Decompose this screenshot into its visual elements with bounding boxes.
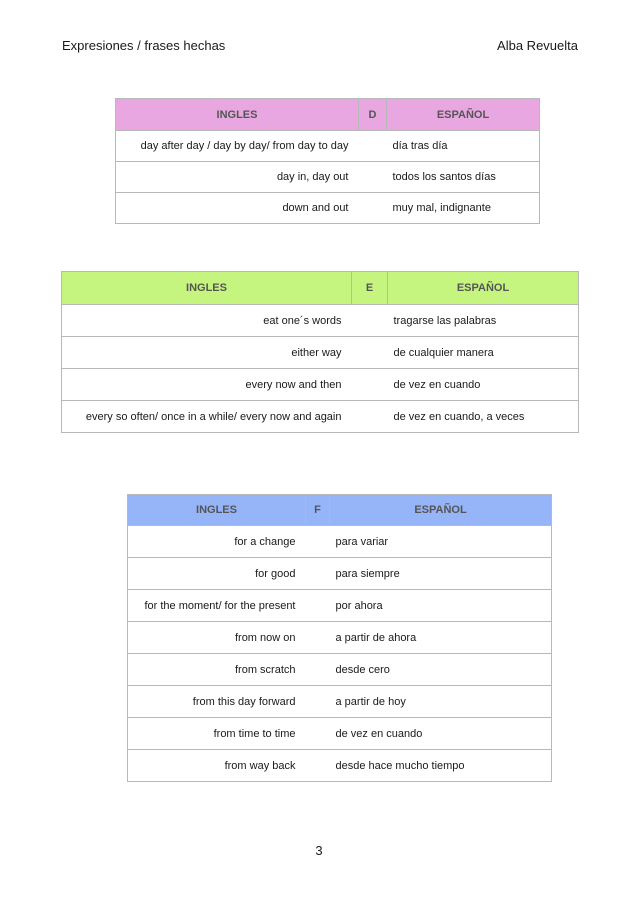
- table-row: [128, 590, 552, 622]
- spanish-translation: de vez en cuando: [388, 369, 579, 401]
- spanish-translation: a partir de ahora: [330, 622, 552, 654]
- glossary-table-f: [127, 494, 552, 782]
- spanish-translation: a partir de hoy: [330, 686, 552, 718]
- spanish-translation: por ahora: [330, 590, 552, 622]
- english-phrase: from scratch: [128, 654, 306, 686]
- table-header-row: [116, 99, 540, 131]
- table-row: [128, 622, 552, 654]
- spanish-translation: día tras día: [387, 131, 540, 162]
- table-row: [128, 718, 552, 750]
- spanish-translation: de vez en cuando, a veces: [388, 401, 579, 433]
- english-phrase: eat one´s words: [62, 305, 352, 337]
- column-header-spanish: ESPAÑOL: [387, 99, 540, 131]
- english-phrase: down and out: [116, 193, 359, 224]
- english-phrase: day after day / day by day/ from day to day: [116, 131, 359, 162]
- english-phrase: from this day forward: [128, 686, 306, 718]
- document-header-title: Expresiones / frases hechas: [62, 38, 226, 53]
- table-row: [128, 558, 552, 590]
- document-header-author: Alba Revuelta: [497, 38, 578, 53]
- spanish-translation: de vez en cuando: [330, 718, 552, 750]
- section-letter: F: [306, 495, 330, 526]
- page-number: 3: [315, 843, 323, 858]
- english-phrase: day in, day out: [116, 162, 359, 193]
- glossary-table-e: [61, 271, 579, 433]
- table-row: [128, 686, 552, 718]
- spanish-translation: de cualquier manera: [388, 337, 579, 369]
- english-phrase: from way back: [128, 750, 306, 782]
- table-header-row: [62, 272, 579, 305]
- english-phrase: either way: [62, 337, 352, 369]
- english-phrase: every now and then: [62, 369, 352, 401]
- english-phrase: for a change: [128, 526, 306, 558]
- english-phrase: for good: [128, 558, 306, 590]
- table-header-row: [128, 495, 552, 526]
- column-header-english: INGLES: [116, 99, 359, 131]
- column-header-english: INGLES: [62, 272, 352, 305]
- spanish-translation: para siempre: [330, 558, 552, 590]
- spanish-translation: muy mal, indignante: [387, 193, 540, 224]
- table-row: [116, 193, 540, 224]
- english-phrase: from now on: [128, 622, 306, 654]
- table-row: [116, 131, 540, 162]
- spanish-translation: desde hace mucho tiempo: [330, 750, 552, 782]
- spanish-translation: desde cero: [330, 654, 552, 686]
- spanish-translation: para variar: [330, 526, 552, 558]
- english-phrase: from time to time: [128, 718, 306, 750]
- english-phrase: every so often/ once in a while/ every now and again: [62, 401, 352, 433]
- table-row: [128, 526, 552, 558]
- table-row: [62, 369, 579, 401]
- spanish-translation: todos los santos días: [387, 162, 540, 193]
- table-row: [62, 401, 579, 433]
- section-letter: D: [359, 99, 387, 131]
- table-row: [62, 305, 579, 337]
- table-row: [62, 337, 579, 369]
- column-header-spanish: ESPAÑOL: [330, 495, 552, 526]
- table-row: [128, 654, 552, 686]
- section-letter: E: [352, 272, 388, 305]
- glossary-table-d: [115, 98, 540, 224]
- table-row: [128, 750, 552, 782]
- column-header-english: INGLES: [128, 495, 306, 526]
- column-header-spanish: ESPAÑOL: [388, 272, 579, 305]
- spanish-translation: tragarse las palabras: [388, 305, 579, 337]
- english-phrase: for the moment/ for the present: [128, 590, 306, 622]
- table-row: [116, 162, 540, 193]
